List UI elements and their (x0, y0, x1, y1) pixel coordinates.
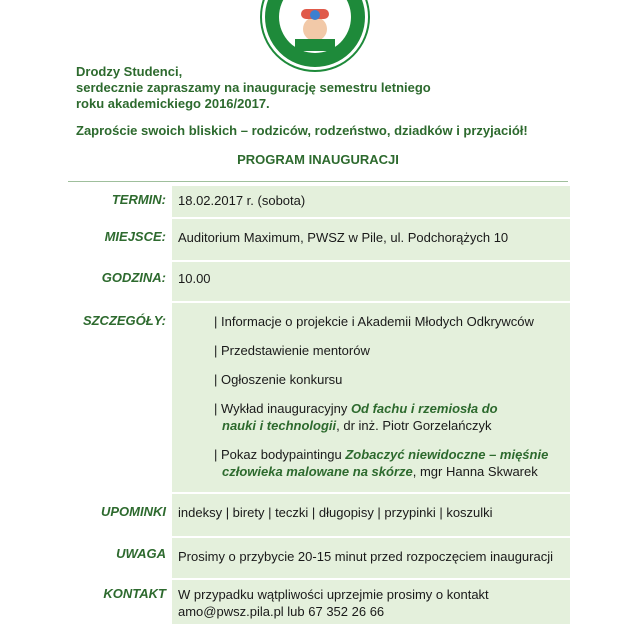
greeting (76, 64, 431, 112)
kontakt-line-1: W przypadku wątpliwości uprzejmie prosimy o kontakt (178, 587, 489, 602)
detail-item-4 (214, 400, 564, 434)
show-title-part-1: Zobaczyć niewidoczne – mięśnie (345, 447, 549, 462)
lecturer: , dr inż. Piotr Gorzelańczyk (336, 418, 492, 433)
performer: , mgr Hanna Skwarek (412, 464, 538, 479)
termin-label: TERMIN: (111, 192, 166, 207)
akademia-logo (262, 0, 368, 70)
invitation-text: Zaproście swoich bliskich – rodziców, rodzeństwo, dziadków i przyjaciół! (76, 123, 528, 138)
row-termin (68, 186, 570, 217)
greeting-line-2: serdecznie zapraszamy na inaugurację semestru letniego (76, 80, 431, 95)
kontakt-value (172, 580, 570, 624)
detail-4-prefix: | Wykład inauguracyjny (214, 401, 351, 416)
detail-item-1: | Informacje o projekcie i Akademii Młodych Odkrywców (214, 314, 534, 329)
uwaga-value: Prosimy o przybycie 20-15 minut przed rozpoczęciem inauguracji (172, 538, 570, 578)
kontakt-line-2: amo@pwsz.pila.pl lub 67 352 26 66 (178, 604, 385, 619)
lecture-title-part-1: Od fachu i rzemiosła do (350, 401, 498, 416)
detail-item-2: | Przedstawienie mentorów (214, 343, 370, 358)
miejsce-label: MIEJSCE: (104, 229, 166, 244)
row-kontakt (68, 580, 570, 624)
greeting-line-3: roku akademickiego 2016/2017. (76, 96, 270, 111)
detail-5-prefix: | Pokaz bodypaintingu (214, 447, 346, 462)
szczegoly-value (172, 303, 570, 492)
godzina-value: 10.00 (172, 262, 570, 301)
program-table (68, 184, 570, 626)
lecture-title-part-2: nauki i technologii (222, 418, 337, 433)
upominki-value: indeksy | birety | teczki | długopisy | przypinki | koszulki (172, 494, 570, 536)
detail-item-5 (214, 446, 564, 480)
kontakt-label: KONTAKT (103, 586, 166, 601)
show-title-part-2: człowieka malowane na skórze (222, 464, 413, 479)
row-upominki (68, 494, 570, 536)
termin-value: 18.02.2017 r. (sobota) (172, 186, 570, 217)
child-with-globe-icon (265, 0, 365, 67)
greeting-line-1: Drodzy Studenci, (76, 64, 183, 79)
uwaga-label: UWAGA (116, 546, 166, 561)
miejsce-value: Auditorium Maximum, PWSZ w Pile, ul. Podchorążych 10 (172, 219, 570, 260)
divider (68, 181, 568, 182)
row-szczegoly (68, 303, 570, 492)
row-godzina (68, 262, 570, 301)
program-title: PROGRAM INAUGURACJI (237, 152, 399, 167)
detail-item-3: | Ogłoszenie konkursu (214, 372, 343, 387)
row-miejsce (68, 219, 570, 260)
upominki-label: UPOMINKI (101, 504, 166, 519)
szczegoly-label: SZCZEGÓŁY: (82, 313, 166, 328)
godzina-label: GODZINA: (101, 270, 166, 285)
row-uwaga (68, 538, 570, 578)
